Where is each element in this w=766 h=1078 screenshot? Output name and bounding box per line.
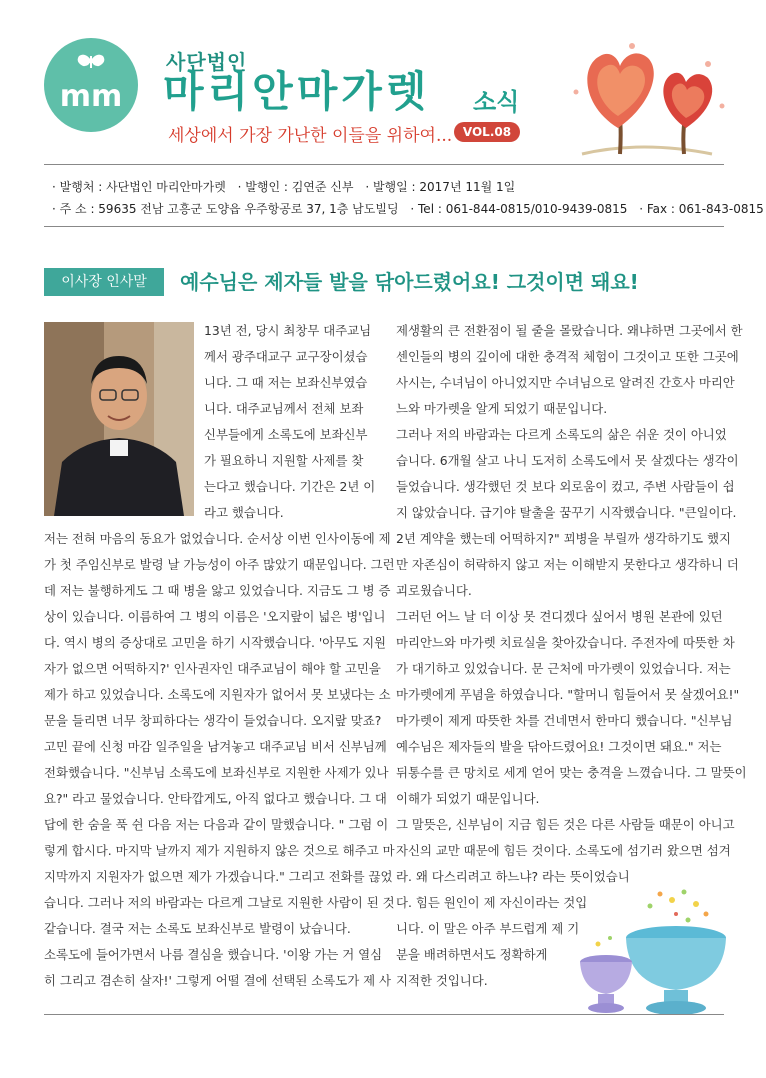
fax: · Fax : 061-843-0815: [639, 202, 764, 216]
heart-trees-illustration: [562, 36, 728, 164]
text-line: 전화했습니다. "신부님 소록도에 보좌신부로 지원한 사제가 있나: [44, 765, 389, 780]
text-line: 렇게 합시다. 마지막 날까지 제가 지원하지 않은 것으로 해주고 마: [44, 843, 395, 858]
text-line: 습니다. 그러나 저의 바람과는 다르게 그날로 지원한 사람이 된 것: [44, 895, 395, 910]
text-line: 이해가 되었기 때문입니다.: [396, 791, 540, 806]
text-line: 사시는, 수녀님이 아니었지만 수녀님으로 알려진 간호사 마리안: [396, 375, 735, 390]
contact-info-row: [52, 200, 766, 217]
text-line: 제생활의 큰 전환점이 될 줄을 몰랐습니다. 왜냐하면 그곳에서 한: [396, 323, 743, 338]
text-line: 들었습니다. 생각했던 것 보다 외로움이 컸고, 주변 사람들이 쉽: [396, 479, 735, 494]
text-line: 마가렛이 제게 따뜻한 차를 건네면서 한마디 했습니다. "신부님: [396, 713, 733, 728]
text-line: 니다. 이 말은 아주 부드럽게 제 기: [396, 921, 580, 936]
text-line: 13년 전, 당시 최창무 대주교님: [204, 323, 372, 338]
text-line: 마가렛에게 푸념을 하였습니다. "할머니 힘들어서 못 살겠어요!": [396, 687, 740, 702]
section-tag: 이사장 인사말: [44, 268, 164, 296]
logo-mark-icon: [44, 38, 138, 132]
text-line: 그러나 저의 바람과는 다르게 소록도의 삶은 쉬운 것이 아니었: [396, 427, 727, 442]
text-line: 다. 역시 병의 증상대로 고민을 하기 시작했습니다. '아무도 지원: [44, 635, 387, 650]
text-line: 다. 힘든 원인이 제 자신이라는 것입: [396, 895, 588, 910]
text-line: 라. 왜 다스리려고 하느냐? 라는 뜻이었습니: [396, 869, 630, 884]
text-line: 상이 있습니다. 이름하여 그 병의 이름은 '오지랖이 넓은 병'입니: [44, 609, 386, 624]
issue-date: · 발행일 : 2017년 11월 1일: [365, 180, 516, 194]
brand-subtitle: 소식: [473, 88, 520, 116]
text-line: 자신의 교만 때문에 힘든 것이다. 소록도에 섬기러 왔으면 섬겨: [396, 843, 731, 858]
text-line: 지 않았습니다. 급기야 탈출을 꿈꾸기 시작했습니다. "큰일이다.: [396, 505, 737, 520]
text-line: 라고 했습니다.: [204, 505, 284, 520]
footer-divider: [44, 1014, 724, 1015]
text-line: 괴로웠습니다.: [396, 583, 472, 598]
publisher: · 발행처 : 사단법인 마리안마가렛: [52, 180, 226, 194]
text-line: 니다. 그 때 저는 보좌신부였습: [204, 375, 368, 390]
telephone: · Tel : 061-844-0815/010-9439-0815: [410, 202, 628, 216]
text-line: 지적한 것입니다.: [396, 973, 488, 988]
text-line: 만 자존심이 허락하지 않고 저는 이해받지 못한다고 생각하니 더: [396, 557, 739, 572]
text-line: 가 대기하고 있었습니다. 문 근처에 마가렛이 있었습니다. 저는: [396, 661, 731, 676]
text-line: 소록도에 들어가면서 나름 결심을 했습니다. '이왕 가는 거 열심: [44, 947, 383, 962]
article-headline: 예수님은 제자들 발을 닦아드렸어요! 그것이면 돼요!: [180, 270, 639, 294]
cups-illustration: [576, 880, 728, 1030]
priest-photo: [44, 322, 194, 516]
text-line: 문을 들리면 너무 창피하다는 생각이 들었습니다. 오지랖 맞죠?: [44, 713, 382, 728]
text-line: 히 그리고 겸손히 살자!' 그렇게 어떨 결에 선택된 소록도가 제 사: [44, 973, 391, 988]
text-line: 센인들의 병의 깊이에 대한 충격적 체험이 그것이고 또한 그곳에: [396, 349, 739, 364]
text-line: 는다고 했습니다. 기간은 2년 이: [204, 479, 376, 494]
text-line: 가 첫 주임신부로 발령 날 가능성이 아주 많았기 때문입니다. 그런: [44, 557, 395, 572]
text-line: 분을 배려하면서도 정확하게: [396, 947, 548, 962]
text-line: 신부들에게 소록도에 보좌신부: [204, 427, 368, 442]
text-line: 같습니다. 결국 저는 소록도 보좌신부로 발령이 났습니다.: [44, 921, 351, 936]
text-line: 느와 마가렛을 알게 되었기 때문입니다.: [396, 401, 608, 416]
text-line: 그러던 어느 날 더 이상 못 견디겠다 싶어서 병원 본관에 있던: [396, 609, 723, 624]
text-line: 요?" 라고 물었습니다. 안타깝게도, 아직 없다고 했습니다. 그 대: [44, 791, 387, 806]
slogan: 세상에서 가장 가난한 이들을 위하여...: [168, 126, 453, 146]
brand-title: 마리안마가렛: [163, 67, 431, 116]
text-line: 고민 끝에 신청 마감 일주일을 남겨놓고 대주교님 비서 신부님께: [44, 739, 387, 754]
address: · 주 소 : 59635 전남 고흥군 도양읍 우주항공로 37, 1층 남도빌딩: [52, 202, 399, 216]
text-line: 뒤통수를 큰 망치로 세게 얻어 맞는 충격을 느꼈습니다. 그 말뜻이: [396, 765, 747, 780]
text-line: 제가 하고 있었습니다. 소록도에 지원자가 없어서 못 보냈다는 소: [44, 687, 391, 702]
publisher-info-row: [52, 178, 523, 195]
header-divider: [44, 164, 724, 165]
text-line: 께서 광주대교구 교구장이셨습: [204, 349, 368, 364]
text-line: 니다. 대주교님께서 전체 보좌: [204, 401, 364, 416]
text-line: 지막까지 지원자가 없으면 제가 가겠습니다." 그리고 전화를 끊었: [44, 869, 393, 884]
text-line: 답에 한 숨을 푹 쉰 다음 저는 다음과 같이 말했습니다. " 그럼 이: [44, 817, 389, 832]
text-line: 자가 없으면 어떡하지?' 인사권자인 대주교님이 해야 할 고민을: [44, 661, 381, 676]
text-line: 저는 전혀 마음의 동요가 없었습니다. 순서상 이번 인사이동에 제: [44, 531, 391, 546]
text-line: 2년 계약을 했는데 어떡하지?" 꾀병을 부릴까 생각하기도 했지: [396, 531, 731, 546]
text-line: 마리안느와 마가렛 치료실을 찾아갔습니다. 주전자에 따뜻한 차: [396, 635, 735, 650]
logo-mark-icon-svg: [44, 38, 138, 132]
text-line: 데 저는 불행하게도 그 때 병을 앓고 있었습니다. 지금도 그 병 증: [44, 583, 391, 598]
org-label: 사단법인: [166, 50, 248, 74]
issuer: · 발행인 : 김연준 신부: [237, 180, 354, 194]
text-line: 그 말뜻은, 신부님이 지금 힘든 것은 다른 사람들 때문이 아니고: [396, 817, 735, 832]
volume-badge: VOL.08: [454, 122, 520, 142]
svg-text:mm: mm: [59, 79, 123, 114]
text-line: 예수님은 제자들의 발을 닦아드렸어요! 그것이면 돼요." 저는: [396, 739, 722, 754]
info-divider: [44, 226, 724, 227]
text-line: 가 필요하니 지원할 사제를 찾: [204, 453, 364, 468]
text-line: 습니다. 6개월 살고 나니 도저히 소록도에서 못 살겠다는 생각이: [396, 453, 739, 468]
